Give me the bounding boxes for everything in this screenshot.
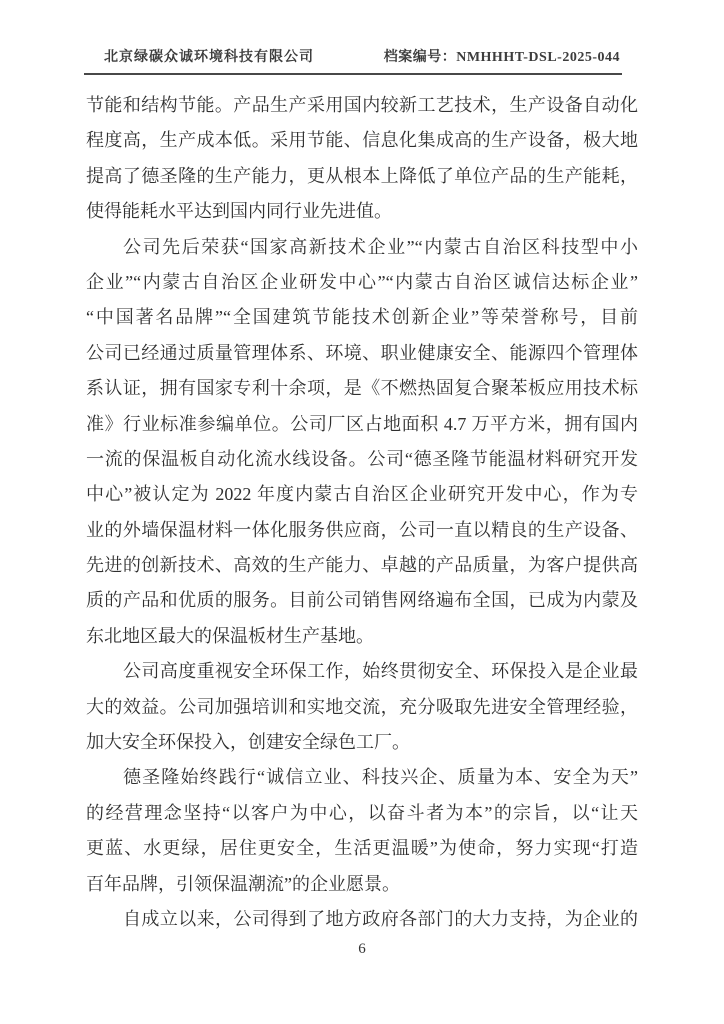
text-line: 德圣隆始终践行“诚信立业、科技兴企、质量为本、安全为天”	[123, 767, 638, 788]
text-line: 公司高度重视安全环保工作，始终贯彻安全、环保投入是企业最	[123, 661, 638, 682]
paragraph	[86, 88, 638, 230]
doc-number-value: NMHHHT-DSL-2025-044	[456, 50, 620, 65]
header-company-name: 北京绿碳众诚环境科技有限公司	[104, 50, 314, 65]
paragraph	[86, 760, 638, 902]
text-line: 先进的创新技术、高效的生产能力、卓越的产品质量，为客户提供高	[86, 555, 638, 576]
text-line: 百年品牌，引领保温潮流”的企业愿景。	[86, 873, 400, 894]
text-line: 使得能耗水平达到国内同行业先进值。	[86, 201, 392, 222]
text-line: “中国著名品牌”“全国建筑节能技术创新企业”等荣誉称号，目前	[86, 307, 638, 328]
text-line: 加大安全环保投入，创建安全绿色工厂。	[86, 732, 410, 753]
doc-number-label: 档案编号：	[383, 50, 457, 65]
text-line: 公司先后荣获“国家高新技术企业”“内蒙古自治区科技型中小	[123, 236, 638, 257]
text-line: 公司已经通过质量管理体系、环境、职业健康安全、能源四个管理体	[86, 342, 638, 363]
text-line: 东北地区最大的保温板材生产基地。	[86, 625, 374, 646]
text-line: 质的产品和优质的服务。目前公司销售网络遍布全国，已成为内蒙及	[86, 590, 638, 611]
page-footer	[0, 941, 724, 958]
page-header	[84, 46, 622, 75]
page-number: 6	[358, 941, 366, 957]
text-line: 的经营理念坚持“以客户为中心，以奋斗者为本”的宗旨，以“让天	[86, 802, 638, 823]
text-line: 提高了德圣隆的生产能力，更从根本上降低了单位产品的生产能耗，	[86, 165, 638, 186]
document-body	[86, 88, 638, 937]
paragraph	[86, 230, 638, 655]
header-divider	[84, 73, 622, 75]
text-line: 中心”被认定为 2022 年度内蒙古自治区企业研究开发中心，作为专	[86, 484, 638, 505]
text-line: 大的效益。公司加强培训和实地交流，充分吸取先进安全管理经验，	[86, 696, 638, 717]
paragraph	[86, 654, 638, 760]
text-line: 更蓝、水更绿，居住更安全，生活更温暖”为使命，努力实现“打造	[86, 838, 638, 859]
paragraph	[86, 902, 638, 937]
text-line: 一流的保温板自动化流水线设备。公司“德圣隆节能温材料研究开发	[86, 448, 638, 469]
text-line: 企业”“内蒙古自治区企业研发中心”“内蒙古自治区诚信达标企业”	[86, 271, 638, 292]
text-line: 节能和结构节能。产品生产采用国内较新工艺技术，生产设备自动化	[86, 95, 638, 115]
text-line: 业的外墙保温材料一体化服务供应商，公司一直以精良的生产设备、	[86, 519, 638, 540]
text-line: 程度高，生产成本低。采用节能、信息化集成高的生产设备，极大地	[86, 130, 638, 151]
header-row	[84, 46, 622, 73]
text-line: 系认证，拥有国家专利十余项，是《不燃热固复合聚苯板应用技术标	[86, 378, 638, 399]
text-line: 自成立以来，公司得到了地方政府各部门的大力支持，为企业的	[123, 908, 638, 929]
text-line: 准》行业标准参编单位。公司厂区占地面积 4.7 万平方米，拥有国内	[86, 413, 638, 434]
header-doc-number	[384, 46, 620, 66]
